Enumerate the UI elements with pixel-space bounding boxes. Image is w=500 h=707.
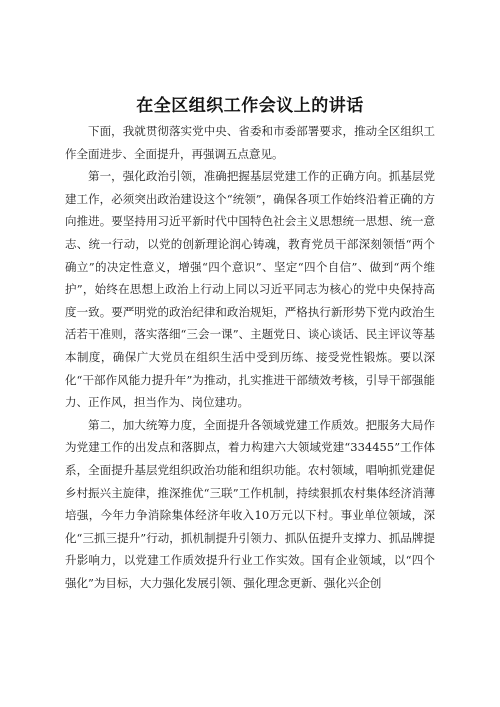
document-body	[65, 120, 435, 594]
paragraph-second-point: 第二，加大统筹力度，全面提升各领域党建工作质效。把服务大局作为党建工作的出发点和落脚点，着力构建六大领域党建“334455”工作体系，全面提升基层党组织政治功能和组织功能。农村领域，唱响抓党建促乡村振兴主旋律，推深推优“三联”工作机制，持续狠抓农村集体经济消薄培强，今年力争消除集体经济年收入10万元以下村。事业单位领域，深化“三抓三提升”行动，抓机制提升引领力、抓队伍提升支撑力、抓品牌提升影响力，以党建工作质效提升行业工作实效。国有企业领域，以“四个强化”为目标，大力强化发展引领、强化理念更新、强化兴企创	[65, 417, 435, 590]
paragraph-first-point: 第一，强化政治引领，准确把握基层党建工作的正确方向。抓基层党建工作，必须突出政治建设这个“统领”，确保各项工作始终沿着正确的方向推进。要坚持用习近平新时代中国特色社会主义思想统一思想、统一意志、统一行动，以党的创新理论润心铸魂，教育党员干部深刻领悟“两个确立”的决定性意义，增强“四个意识”、坚定“四个自信”、做到“两个维护”，始终在思想上政治上行动上同以习近平同志为核心的党中央保持高度一致。要严明党的政治纪律和政治规矩，严格执行新形势下党内政治生活若干准则，落实落细“三会一课”、主题党日、谈心谈话、民主评议等基本制度，确保广大党员在组织生活中受到历练、接受党性锻炼。要以深化“干部作风能力提升年”为推动，扎实推进干部绩效考核，引导干部强能力、正作风，担当作为、岗位建功。	[65, 169, 435, 410]
paragraph-intro: 下面，我就贯彻落实党中央、省委和市委部署要求，推动全区组织工作全面进步、全面提升，再强调五点意见。	[65, 124, 435, 161]
document-title: 在全区组织工作会议上的讲话	[136, 96, 364, 116]
